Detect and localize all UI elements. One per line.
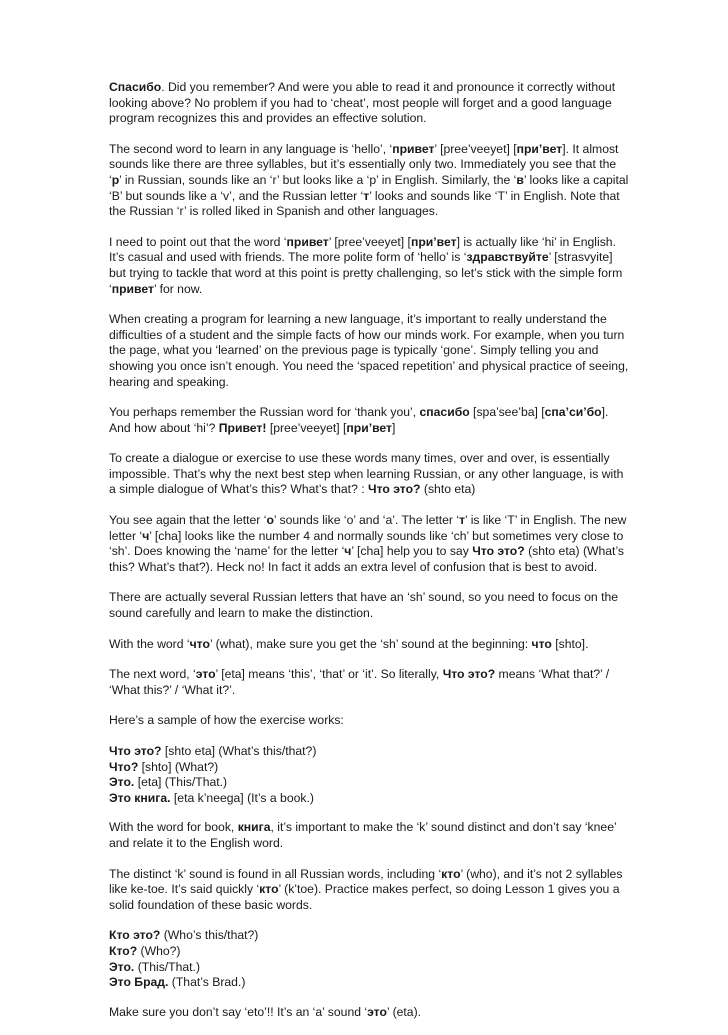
sample-line — [109, 944, 629, 960]
text-run: ’ [strasvyite] but trying to tackle that word at this point is pretty challenging, so let’s stick with the simple form ‘ — [109, 250, 623, 296]
sample-line — [109, 928, 629, 944]
text-run: [shto eta] (What’s this/that?) — [161, 744, 317, 758]
text-run: [eta k’neega] (It’s a book.) — [170, 790, 314, 805]
russian-term: Что? — [109, 759, 139, 774]
text-run: ’ (eta). — [386, 1004, 422, 1019]
text-run: ’ for now. — [153, 281, 203, 296]
text-run: The next word, ‘ — [109, 667, 196, 682]
text-run: Here’s a sample of how the exercise works: — [109, 713, 344, 728]
russian-term: это — [367, 1004, 387, 1019]
text-run: [shto] (What?) — [138, 759, 219, 774]
paragraph-privet-casual — [109, 235, 629, 297]
sample-line — [109, 791, 629, 807]
text-run: (Who’s this/that?) — [160, 928, 259, 943]
russian-term: спасибо — [419, 405, 470, 420]
russian-term: Привет! — [218, 420, 267, 435]
russian-term: при’вет — [346, 420, 393, 435]
text-run: To create a dialogue or exercise to use these words many times, over and over, is essentially impossible. That’s why the next best step when learning Russian, or any other language, is with a simple dialogue of What’s this? What’s that? : — [109, 451, 624, 497]
text-run: (shto eta) — [420, 482, 476, 497]
text-run: ’ in Russian, sounds like an ‘r’ but looks like a ‘p’ in English. Similarly, the ‘ — [119, 172, 517, 187]
russian-term: кто — [441, 866, 461, 881]
russian-term: Кто? — [109, 943, 138, 958]
text-run: ’ [cha] help you to say — [351, 544, 473, 559]
text-run: With the word for book, — [109, 820, 238, 835]
text-run: ’ sounds like ‘o’ and ‘a’. The letter ‘ — [273, 513, 460, 528]
paragraph-closing — [109, 1005, 629, 1021]
russian-term: Кто это? — [109, 928, 161, 943]
russian-term: привет — [286, 234, 329, 249]
text-run: ]. It almost sounds like there are three syllables, but it’s essentially only two. Immediately you see that the ‘ — [109, 141, 619, 187]
russian-term: Это. — [109, 775, 135, 790]
russian-term: ч — [142, 528, 150, 543]
text-run: When creating a program for learning a new language, it’s important to really understand the difficulties of a student and the simple facts of how our minds work. For example, when you turn the page, what you ‘learned’ on the previous page is typically ‘gone’. Simply telling you and showing you once isn’t enough. You need the ‘spaced repetition’ and physical practice of seeing, hearing and speaking. — [109, 312, 629, 389]
text-run: (This/That.) — [134, 959, 200, 974]
russian-term: Что это? — [368, 482, 421, 497]
text-run: [spa’see’ba] [ — [469, 405, 545, 420]
paragraph-learning-program — [109, 312, 629, 390]
russian-term: что — [531, 636, 552, 651]
russian-term: т — [363, 188, 370, 203]
text-run: The distinct ‘k’ sound is found in all Russian words, including ‘ — [109, 866, 442, 881]
russian-term: в — [516, 172, 524, 187]
russian-term: спа’си’бо — [544, 405, 602, 420]
russian-term: привет — [111, 281, 154, 296]
text-run: You perhaps remember the Russian word for ‘thank you’, — [109, 405, 420, 420]
russian-term: здравствуйте — [466, 250, 549, 265]
paragraph-sample-intro — [109, 713, 629, 729]
paragraph-spasibo-recap — [109, 80, 629, 127]
exercise-sample-what — [109, 744, 629, 806]
paragraph-kto — [109, 867, 629, 914]
russian-term: при’вет — [516, 141, 563, 156]
text-run: (Who?) — [137, 943, 181, 958]
text-run: ’ is like ‘T’ in English. The new letter ‘ — [109, 513, 627, 543]
russian-term: о — [266, 513, 274, 528]
russian-term: это — [195, 667, 216, 682]
russian-term: Это. — [109, 959, 135, 974]
text-run: ’ (k’toe). Practice makes perfect, so doing Lesson 1 gives you a solid foundation of these basic words. — [109, 882, 620, 912]
russian-term: Что это? — [472, 544, 525, 559]
russian-term: при’вет — [410, 234, 457, 249]
text-run: ]. And how about ‘hi’? — [109, 405, 609, 435]
sample-line — [109, 760, 629, 776]
sample-line — [109, 775, 629, 791]
document-page — [109, 80, 629, 1035]
text-run: (That’s Brad.) — [168, 975, 246, 990]
russian-term: кто — [259, 882, 279, 897]
text-run: ’ [cha] looks like the number 4 and normally sounds like ‘ch’ but sometimes very close to ‘sh’. Does knowing the ‘name’ for the letter ‘ — [109, 528, 624, 559]
text-run: ] is actually like ‘hi’ in English. It’s casual and used with friends. The more polite form of ‘hello’ is ‘ — [109, 234, 616, 265]
text-run: (shto eta) (What’s this? What’s that?). Heck no! In fact it adds an extra level of confusion that is best to avoid. — [109, 544, 625, 574]
exercise-sample-who — [109, 928, 629, 990]
text-run: ’ [pree’veeyet] [ — [328, 234, 411, 249]
text-run: . Did you remember? And were you able to read it and pronounce it correctly without looking above? No problem if you had to ‘cheat’, most people will forget and a good language program recognizes this and provides an effective solution. — [109, 80, 616, 126]
russian-term: книга — [237, 820, 271, 835]
paragraph-chto — [109, 637, 629, 653]
text-run: ’ [eta] means ‘this’, ‘that’ or ‘it’. So literally, — [215, 667, 443, 682]
text-run: ’ looks like a capital ‘B’ but sounds like a ‘v’, and the Russian letter ‘ — [109, 172, 629, 203]
russian-term: Что это? — [109, 744, 162, 758]
paragraph-kniga — [109, 820, 629, 851]
sample-line — [109, 744, 629, 760]
sample-line — [109, 975, 629, 991]
russian-term: т — [459, 513, 466, 528]
paragraph-eto — [109, 667, 629, 698]
russian-term: Что это? — [442, 667, 496, 682]
paragraph-review — [109, 405, 629, 436]
text-run: , it’s important to make the ‘k’ sound distinct and don’t say ‘knee’ and relate it to the English word. — [109, 820, 617, 850]
sample-line — [109, 960, 629, 976]
text-run: There are actually several Russian letters that have an ‘sh’ sound, so you need to focus on the sound carefully and learn to make the distinction. — [109, 590, 619, 621]
paragraph-sh-sound — [109, 590, 629, 621]
text-run: ’ [pree’veeyet] [ — [434, 141, 517, 156]
russian-term: Спасибо — [109, 80, 162, 94]
text-run: ] — [392, 420, 396, 435]
russian-term: что — [189, 636, 210, 651]
paragraph-letters — [109, 513, 629, 575]
text-run: [eta] (This/That.) — [134, 775, 228, 790]
paragraph-dialogue — [109, 451, 629, 498]
text-run: You see again that the letter ‘ — [109, 513, 267, 528]
text-run: [pree’veeyet] [ — [266, 420, 347, 435]
text-run: The second word to learn in any language is ‘hello’, ‘ — [109, 141, 393, 156]
russian-term: р — [111, 172, 120, 187]
text-run: I need to point out that the word ‘ — [109, 234, 287, 249]
text-run: means ‘What that?’ / ‘What this?’ / ‘What it?’. — [109, 667, 610, 697]
russian-term: Это книга. — [109, 790, 171, 805]
text-run: ’ (what), make sure you get the ‘sh’ sound at the beginning: — [209, 636, 532, 651]
text-run: [shto]. — [551, 636, 589, 651]
russian-term: Это Брад. — [109, 975, 169, 990]
text-run: Make sure you don’t say ‘eto’!! It’s an ‘a’ sound ‘ — [109, 1004, 368, 1019]
paragraph-privet-intro — [109, 142, 629, 220]
text-run: ’ (who), and it’s not 2 syllables like ke-toe. It’s said quickly ‘ — [109, 866, 623, 897]
body-paragraphs — [109, 80, 629, 729]
text-run: ’ looks and sounds like ‘T’ in English. Note that the Russian ‘r’ is rolled liked in Spanish and other languages. — [109, 188, 620, 219]
russian-term: ч — [344, 544, 352, 559]
russian-term: привет — [392, 141, 435, 156]
text-run: With the word ‘ — [109, 636, 190, 651]
